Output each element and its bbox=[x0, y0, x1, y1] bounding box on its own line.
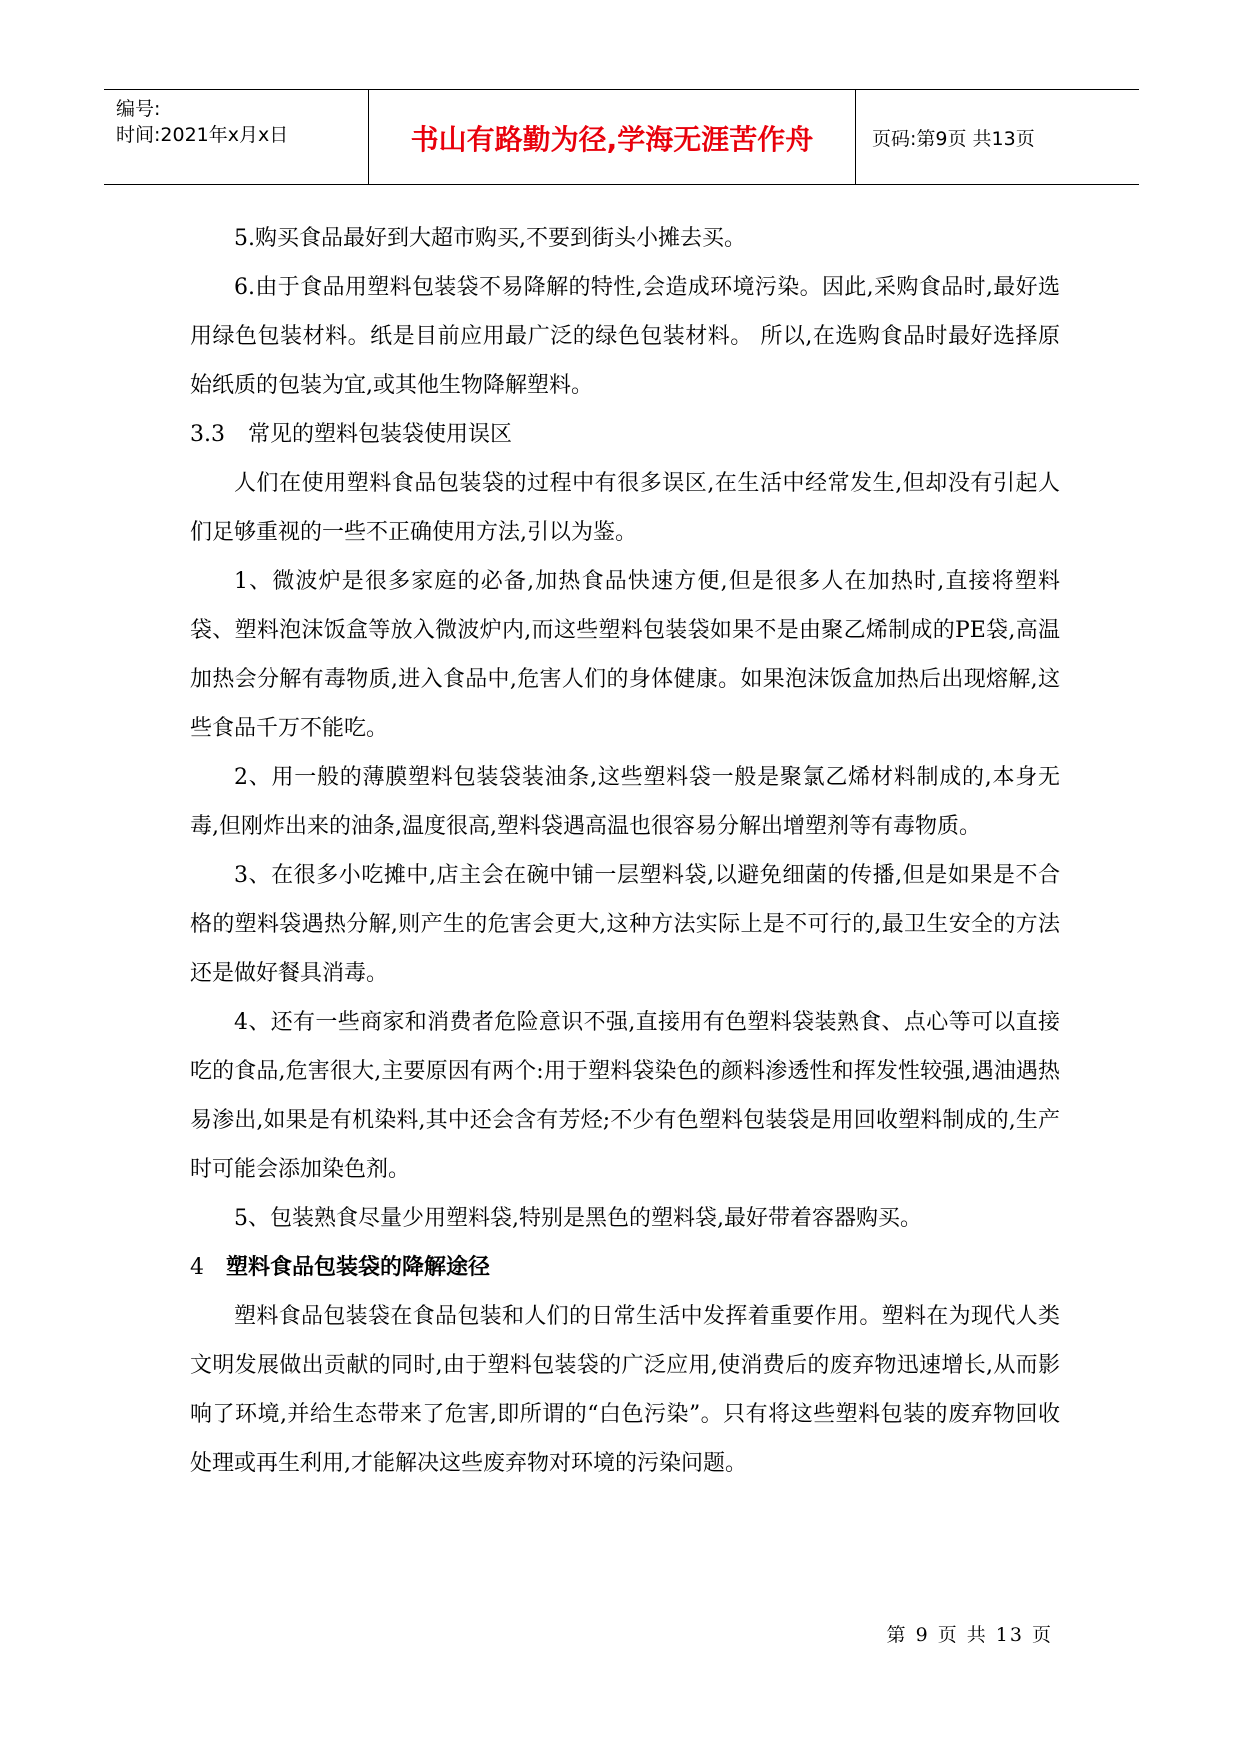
header-page-cell bbox=[856, 90, 1139, 184]
misuse-item-4: 4、还有一些商家和消费者危险意识不强,直接用有色塑料袋装熟食、点心等可以直接吃的食品,危害很大,主要原因有两个:用于塑料袋染色的颜料渗透性和挥发性较强,遇油遇热易渗出,如果是有机染料,其中还会含有芳烃;不少有色塑料包装袋是用回收塑料制成的,生产时可能会添加染色剂。 bbox=[190, 1010, 1060, 1182]
header-meta-cell bbox=[104, 90, 369, 184]
section-3-3-intro: 人们在使用塑料食品包装袋的过程中有很多误区,在生活中经常发生,但却没有引起人们足够重视的一些不正确使用方法,引以为鉴。 bbox=[190, 471, 1060, 545]
section-4-title: 塑料食品包装袋的降解途径 bbox=[226, 1254, 491, 1280]
section-3-3-title: 常见的塑料包装袋使用误区 bbox=[248, 422, 513, 447]
paragraph-6: 6.由于食品用塑料包装袋不易降解的特性,会造成环境污染。因此,采购食品时,最好选用绿色包装材料。纸是目前应用最广泛的绿色包装材料。 所以,在选购食品时最好选择原始纸质的包装为宜,或其他生物降解塑料。 bbox=[190, 275, 1060, 398]
section-3-3-number: 3.3 bbox=[190, 422, 225, 447]
header-motto-cell bbox=[369, 90, 856, 184]
document-body bbox=[190, 214, 1060, 1488]
misuse-item-5: 5、包装熟食尽量少用塑料袋,特别是黑色的塑料袋,最好带着容器购买。 bbox=[234, 1206, 922, 1231]
section-4-paragraph: 塑料食品包装袋在食品包装和人们的日常生活中发挥着重要作用。塑料在为现代人类文明发展做出贡献的同时,由于塑料包装袋的广泛应用,使消费后的废弃物迅速增长,从而影响了环境,并给生态带来了危害,即所谓的“白色污染”。只有将这些塑料包装的废弃物回收处理或再生利用,才能解决这些废弃物对环境的污染问题。 bbox=[190, 1304, 1060, 1476]
page-header bbox=[104, 89, 1139, 185]
header-page-number: 页码:第9页 共13页 bbox=[872, 128, 1035, 150]
paragraph-5: 5.购买食品最好到大超市购买,不要到街头小摊去买。 bbox=[234, 226, 746, 251]
section-4-number: 4 bbox=[190, 1255, 204, 1280]
serial-number-label: 编号: bbox=[116, 98, 161, 120]
section-3-3-heading bbox=[190, 410, 1060, 459]
misuse-item-2: 2、用一般的薄膜塑料包装袋装油条,这些塑料袋一般是聚氯乙烯材料制成的,本身无毒,但刚炸出来的油条,温度很高,塑料袋遇高温也很容易分解出增塑剂等有毒物质。 bbox=[190, 765, 1060, 839]
misuse-item-3: 3、在很多小吃摊中,店主会在碗中铺一层塑料袋,以避免细菌的传播,但是如果是不合格的塑料袋遇热分解,则产生的危害会更大,这种方法实际上是不可行的,最卫生安全的方法还是做好餐具消毒。 bbox=[190, 863, 1060, 986]
misuse-item-1: 1、微波炉是很多家庭的必备,加热食品快速方便,但是很多人在加热时,直接将塑料袋、塑料泡沫饭盒等放入微波炉内,而这些塑料包装袋如果不是由聚乙烯制成的PE袋,高温加热会分解有毒物质,进入食品中,危害人们的身体健康。如果泡沫饭盒加热后出现熔解,这些食品千万不能吃。 bbox=[190, 569, 1060, 741]
page-footer: 第 9 页 共 13 页 bbox=[886, 1624, 1053, 1646]
motto-text: 书山有路勤为径,学海无涯苦作舟 bbox=[410, 123, 814, 156]
date-label: 时间:2021年x月x日 bbox=[116, 124, 289, 146]
section-4-heading bbox=[190, 1243, 1060, 1292]
